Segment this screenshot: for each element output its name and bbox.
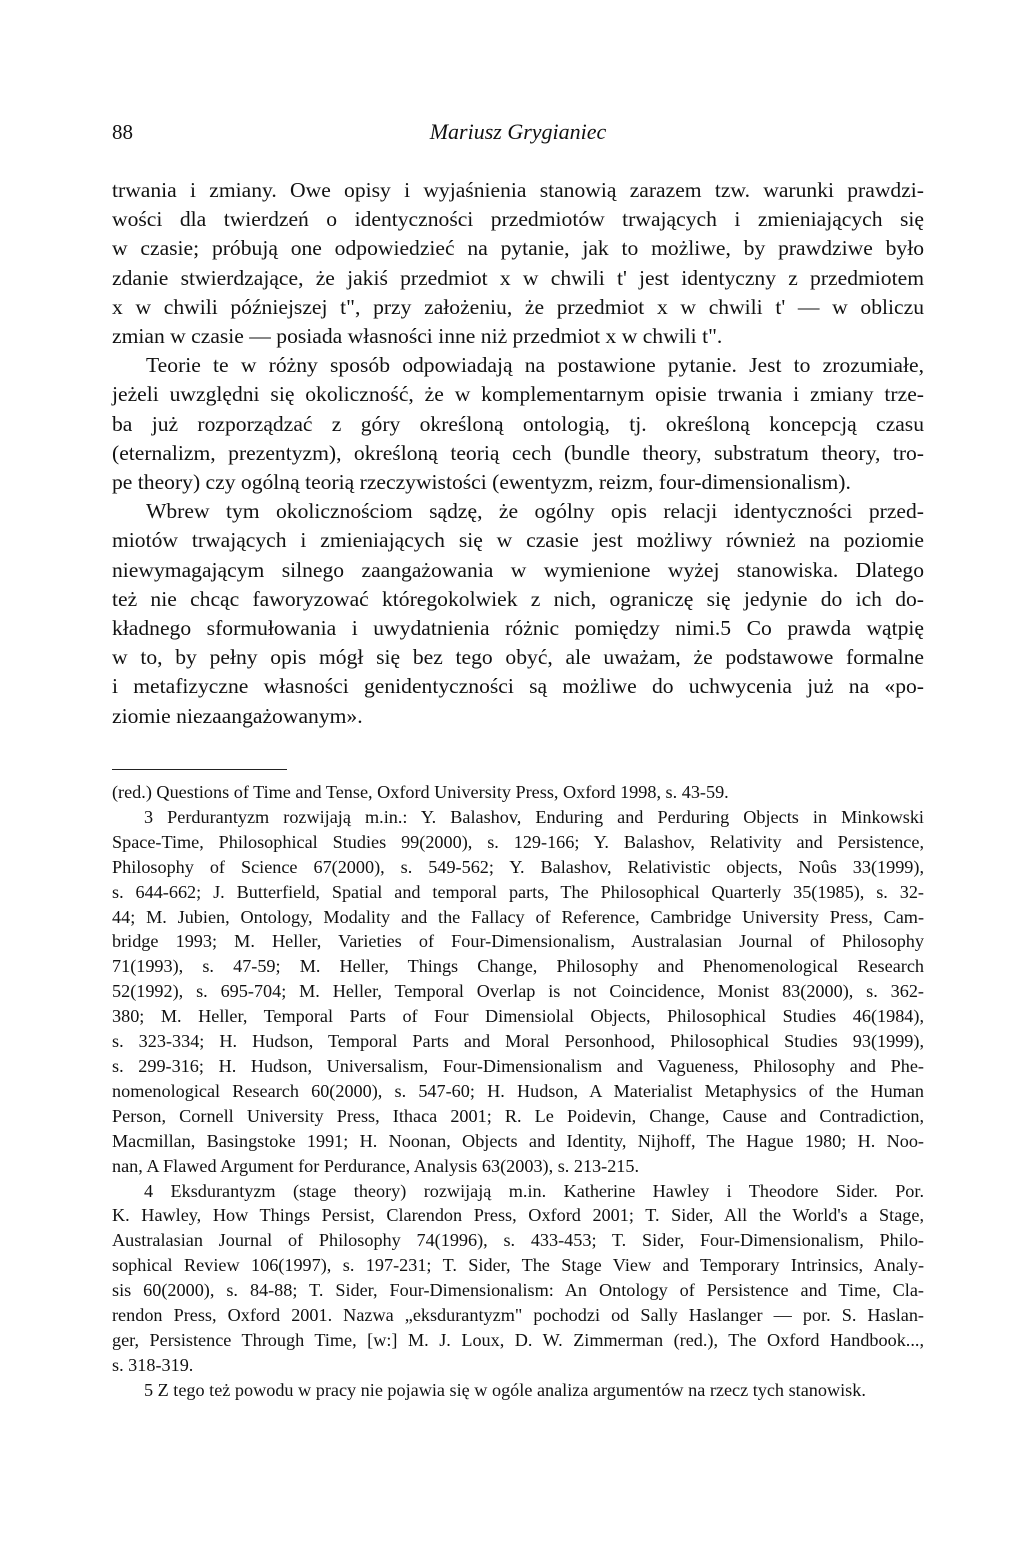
text-line: zdanie stwierdzające, że jakiś przedmiot x w chwili t' jest identyczny z przedmiotem	[112, 265, 924, 290]
footnote-line: Person, Cornell University Press, Ithaca 2001; R. Le Poidevin, Change, Cause and Contradiction,	[112, 1105, 924, 1126]
footnote-3	[112, 805, 924, 1179]
text-line: jeżeli uwzględni się okoliczność, że w komplementarnym opisie trwania i zmiany trze-	[112, 382, 924, 407]
footnote-line: rendon Press, Oxford 2001. Nazwa „eksdurantyzm" pochodzi od Sally Haslanger — por. S. Haslan-	[112, 1305, 924, 1326]
footnote-line: 3 Perdurantyzm rozwijają m.in.: Y. Balashov, Enduring and Perduring Objects in Minkowski	[144, 806, 924, 827]
footnote-line: 5 Z tego też powodu w pracy nie pojawia się w ogóle analiza argumentów na rzecz tych stanowisk.	[144, 1379, 866, 1400]
footnote-line: 44; M. Jubien, Ontology, Modality and the Fallacy of Reference, Cambridge University Press, Cam-	[112, 906, 924, 927]
footnotes	[112, 780, 924, 1403]
text-line: ba już rozporządzać z góry określoną ontologią, tj. określoną koncepcją czasu	[112, 411, 924, 436]
text-line: miotów trwających i zmieniających się w czasie jest możliwy również na poziomie	[112, 528, 924, 553]
footnote-line: nomenological Research 60(2000), s. 547-60; H. Hudson, A Materialist Metaphysics of the Human	[112, 1080, 924, 1101]
text-line: pe theory) czy ogólną teorią rzeczywistości (ewentyzm, reizm, four-dimensionalism).	[112, 470, 851, 495]
text-line: ziomie niezaangażowanym».	[112, 703, 363, 728]
text-line: w to, by pełny opis mógł się bez tego obyć, ale uważam, że podstawowe formalne	[112, 645, 924, 670]
text-line: kładnego sformułowania i uwydatnienia różnic pomiędzy nimi.5 Co prawda wątpię	[112, 616, 924, 641]
footnote-line: nan, A Flawed Argument for Perdurance, Analysis 63(2003), s. 213-215.	[112, 1155, 640, 1176]
text-line: trwania i zmiany. Owe opisy i wyjaśnienia stanowią zarazem tzw. warunki prawdzi-	[112, 178, 924, 202]
footnote-5	[112, 1378, 924, 1403]
footnote-line: bridge 1993; M. Heller, Varieties of Four-Dimensionalism, Australasian Journal of Philosophy	[112, 931, 924, 952]
paragraph-3	[112, 497, 924, 731]
footnote-4	[112, 1179, 924, 1378]
text-line: też nie chcąc faworyzować któregokolwiek z nich, ograniczę się jedynie do ich do-	[112, 586, 924, 611]
footnote-line: ger, Persistence Through Time, [w:] M. J. Loux, D. W. Zimmerman (red.), The Oxford Handbook...,	[112, 1329, 924, 1350]
footnote-line: K. Hawley, How Things Persist, Clarendon Press, Oxford 2001; T. Sider, All the World's a Stage,	[112, 1205, 924, 1226]
text-line: w czasie; próbują one odpowiedzieć na pytanie, jak to możliwe, by prawdziwe było	[112, 236, 924, 261]
page-header	[112, 118, 924, 150]
text-line: x w chwili późniejszej t", przy założeniu, że przedmiot x w chwili t' — w obliczu	[112, 294, 924, 319]
footnote-line: s. 299-316; H. Hudson, Universalism, Four-Dimensionalism and Vagueness, Philosophy and Phe-	[112, 1055, 924, 1076]
footnote-line: (red.) Questions of Time and Tense, Oxford University Press, Oxford 1998, s. 43-59.	[112, 782, 729, 802]
footnote-line: Space-Time, Philosophical Studies 99(2000), s. 129-166; Y. Balashov, Relativity and Persistence,	[112, 831, 924, 852]
text-line: wości dla twierdzeń o identyczności przedmiotów trwających i zmieniających się	[112, 207, 924, 232]
footnote-continuation	[112, 780, 924, 805]
footnote-line: Macmillan, Basingstoke 1991; H. Noonan, Objects and Identity, Nijhoff, The Hague 1980; H. Noo-	[112, 1130, 924, 1151]
running-head: Mariusz Grygianiec	[429, 119, 607, 144]
text-line: zmian w czasie — posiada własności inne niż przedmiot x w chwili t".	[112, 324, 723, 349]
footnote-line: s. 318-319.	[112, 1354, 194, 1375]
footnote-line: s. 323-334; H. Hudson, Temporal Parts and Moral Personhood, Philosophical Studies 93(1999),	[112, 1031, 924, 1052]
text-line: niewymagającym silnego zaangażowania w wymienione wyżej stanowiska. Dlatego	[112, 557, 924, 582]
text-line: (eternalizm, prezentyzm), określoną teorią cech (bundle theory, substratum theory, tro-	[112, 440, 924, 465]
footnote-line: sis 60(2000), s. 84-88; T. Sider, Four-Dimensionalism: An Ontology of Persistence and Time, Cla-	[112, 1280, 924, 1301]
footnote-line: 380; M. Heller, Temporal Parts of Four Dimensiolal Objects, Philosophical Studies 46(1984),	[112, 1006, 924, 1027]
footnote-line: Australasian Journal of Philosophy 74(1996), s. 433-453; T. Sider, Four-Dimensionalism, Philo-	[112, 1230, 924, 1251]
paragraph-1	[112, 176, 924, 351]
text-line: Teorie te w różny sposób odpowiadają na postawione pytanie. Jest to zrozumiałe,	[146, 353, 924, 378]
footnote-line: 4 Eksdurantyzm (stage theory) rozwijają m.in. Katherine Hawley i Theodore Sider. Por.	[144, 1180, 924, 1201]
footnote-line: Philosophy of Science 67(2000), s. 549-562; Y. Balashov, Relativistic objects, Noûs 33(1999),	[112, 856, 924, 877]
paragraph-2	[112, 351, 924, 497]
footnote-line: 52(1992), s. 695-704; M. Heller, Temporal Overlap is not Coincidence, Monist 83(2000), s. 362-	[112, 981, 924, 1002]
footnote-separator	[112, 769, 287, 770]
text-line: Wbrew tym okolicznościom sądzę, że ogólny opis relacji identyczności przed-	[146, 499, 924, 524]
footnote-line: sophical Review 106(1997), s. 197-231; T. Sider, The Stage View and Temporary Intrinsics, Analy-	[112, 1255, 924, 1276]
main-text	[112, 176, 924, 731]
footnote-line: s. 644-662; J. Butterfield, Spatial and temporal parts, The Philosophical Quarterly 35(1985), s. 32-	[112, 881, 924, 902]
footnote-line: 71(1993), s. 47-59; M. Heller, Things Change, Philosophy and Phenomenological Research	[112, 956, 924, 977]
text-line: i metafizyczne własności genidentyczności są możliwe do uchwycenia już na «po-	[112, 674, 924, 699]
page-number: 88	[112, 120, 133, 144]
